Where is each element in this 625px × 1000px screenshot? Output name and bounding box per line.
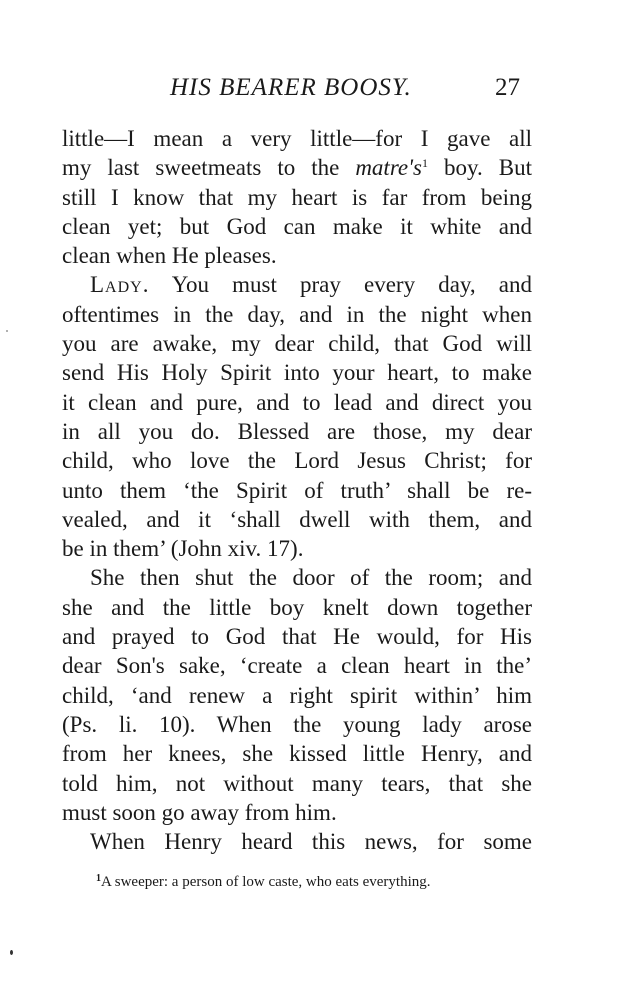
text-line: it clean and pure, and to lead and direct you (62, 389, 532, 415)
text-line: she and the little boy knelt down together (62, 594, 532, 620)
text-line: in all you do. Blessed are those, my dear (62, 418, 532, 444)
text-line: told him, not without many tears, that she (62, 770, 532, 796)
text-fragment: boy. But (428, 155, 532, 181)
text-line: be in them’ (John xiv. 17). (62, 536, 304, 562)
italic-word: matre's (355, 155, 422, 181)
text-line: child, ‘and renew a right spirit within’ him (62, 682, 532, 708)
text-line: clean yet; but God can make it white and (62, 213, 532, 239)
text-line (62, 270, 532, 299)
text-line: and prayed to God that He would, for His (62, 624, 532, 650)
body-text (62, 124, 532, 856)
text-line: vealed, and it ‘shall dwell with them, and (62, 506, 532, 532)
footnote-marker: 1 (96, 873, 101, 884)
paper-speck (6, 330, 8, 332)
text-line: from her knees, she kissed little Henry, and (62, 741, 532, 767)
text-line: dear Son's sake, ‘create a clean heart in the’ (62, 653, 532, 679)
text-line: still I know that my heart is far from being (62, 184, 532, 210)
text-fragment: You must pray every day, and (149, 272, 532, 298)
footnote-text: A sweeper: a person of low caste, who eats everything. (101, 874, 431, 890)
text-line: you are awake, my dear child, that God will (62, 331, 532, 357)
speaker-name: Lady. (90, 272, 150, 298)
running-title: HIS BEARER BOOSY. (170, 74, 412, 101)
text-line: send His Holy Spirit into your heart, to make (62, 360, 532, 386)
text-line: must soon go away from him. (62, 799, 337, 825)
footnote (96, 874, 430, 891)
text-line: oftentimes in the day, and in the night when (62, 301, 532, 327)
page-number: 27 (495, 74, 520, 101)
text-line (62, 153, 532, 182)
text-line: unto them ‘the Spirit of truth’ shall be re- (62, 477, 532, 503)
footnote-reference: 1 (422, 156, 428, 171)
running-head (60, 74, 520, 104)
paper-speck (10, 950, 13, 955)
text-fragment: my last sweetmeats to the (62, 155, 356, 181)
text-line: clean when He pleases. (62, 243, 277, 269)
text-line: little—I mean a very little—for I gave all (62, 126, 532, 151)
text-line: (Ps. li. 10). When the young lady arose (62, 711, 532, 737)
text-line: When Henry heard this news, for some (90, 829, 532, 855)
text-line: child, who love the Lord Jesus Christ; for (62, 448, 532, 474)
text-line: She then shut the door of the room; and (90, 565, 532, 591)
